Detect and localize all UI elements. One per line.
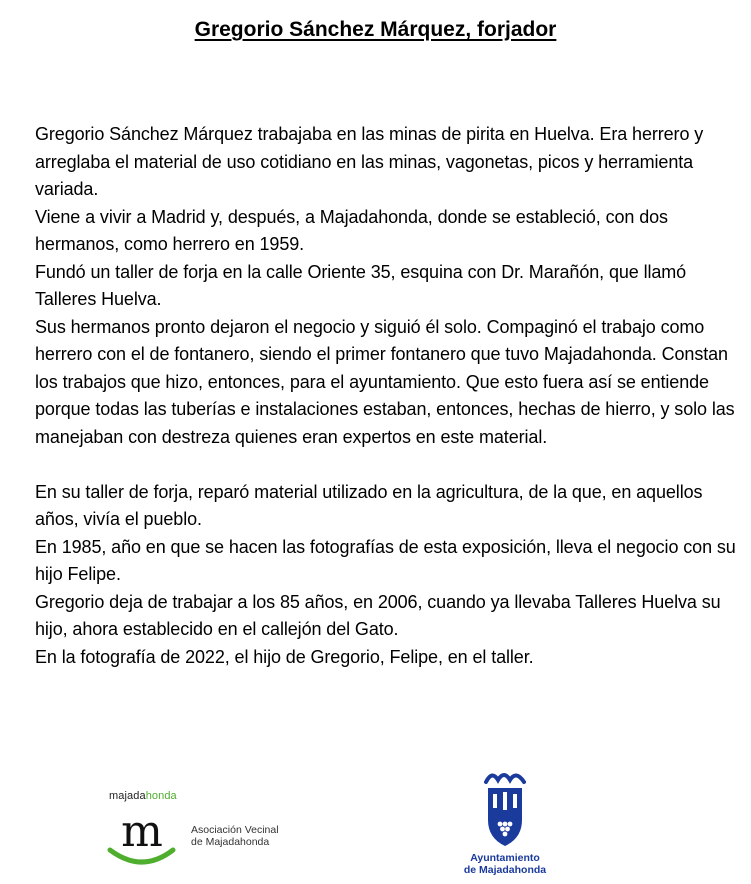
asociacion-vecinal-text: [191, 824, 279, 848]
m-logo-letter: m: [121, 808, 163, 857]
document-body: [35, 121, 743, 671]
ayuntamiento-logo: [455, 768, 555, 880]
assoc-line-1: Asociación Vecinal: [191, 824, 279, 836]
majadahonda-wordmark: [109, 790, 177, 802]
ayuntamiento-name: [450, 852, 560, 876]
paragraph-8: En la fotografía de 2022, el hijo de Gregorio, Felipe, en el taller.: [35, 646, 534, 667]
paragraph-7: Gregorio deja de trabajar a los 85 años, en 2006, cuando ya llevaba Talleres Huelva su hijo, ahora establecido en el callejón del Gato.: [35, 591, 721, 639]
paragraph-gap: [35, 451, 743, 479]
assoc-line-2: de Majadahonda: [191, 836, 270, 848]
wordmark-suffix: honda: [145, 790, 177, 802]
paragraph-1: Gregorio Sánchez Márquez trabajaba en las minas de pirita en Huelva. Era herrero y arreglaba el material de uso cotidiano en las minas, vagonetas, picos y herramienta variada.: [35, 124, 704, 199]
municipal-shield-icon: [480, 768, 530, 850]
paragraph-3: Fundó un taller de forja en la calle Oriente 35, esquina con Dr. Marañón, que llamó Talleres Huelva.: [35, 261, 687, 309]
ayuntamiento-line-2: de Majadahonda: [463, 864, 547, 876]
m-logo-icon: [107, 808, 177, 870]
paragraph-6: En 1985, año en que se hacen las fotografías de esta exposición, lleva el negocio con su hijo Felipe.: [35, 536, 736, 584]
asociacion-vecinal-logo: [107, 790, 307, 875]
paragraph-2: Viene a vivir a Madrid y, después, a Majadahonda, donde se estableció, con dos hermanos, como herrero en 1959.: [35, 206, 668, 254]
document-title: Gregorio Sánchez Márquez, forjador: [194, 18, 557, 41]
wordmark-prefix: majada: [109, 790, 146, 802]
paragraph-5: En su taller de forja, reparó material utilizado en la agricultura, de la que, en aquellos años, vivía el pueblo.: [35, 481, 703, 529]
paragraph-4: Sus hermanos pronto dejaron el negocio y siguió él solo. Compaginó el trabajo como herrero con el de fontanero, siendo el primer fontanero que tuvo Majadahonda. Constan los trabajos que hizo, entonces, para el ayuntamiento. Que esto fuera así se entiende porque todas las tuberías e instalaciones estaban, entonces, hechas de hierro, y solo las manejaban con destreza quienes eran expertos en este material.: [35, 316, 735, 447]
ayuntamiento-line-1: Ayuntamiento: [470, 852, 540, 864]
